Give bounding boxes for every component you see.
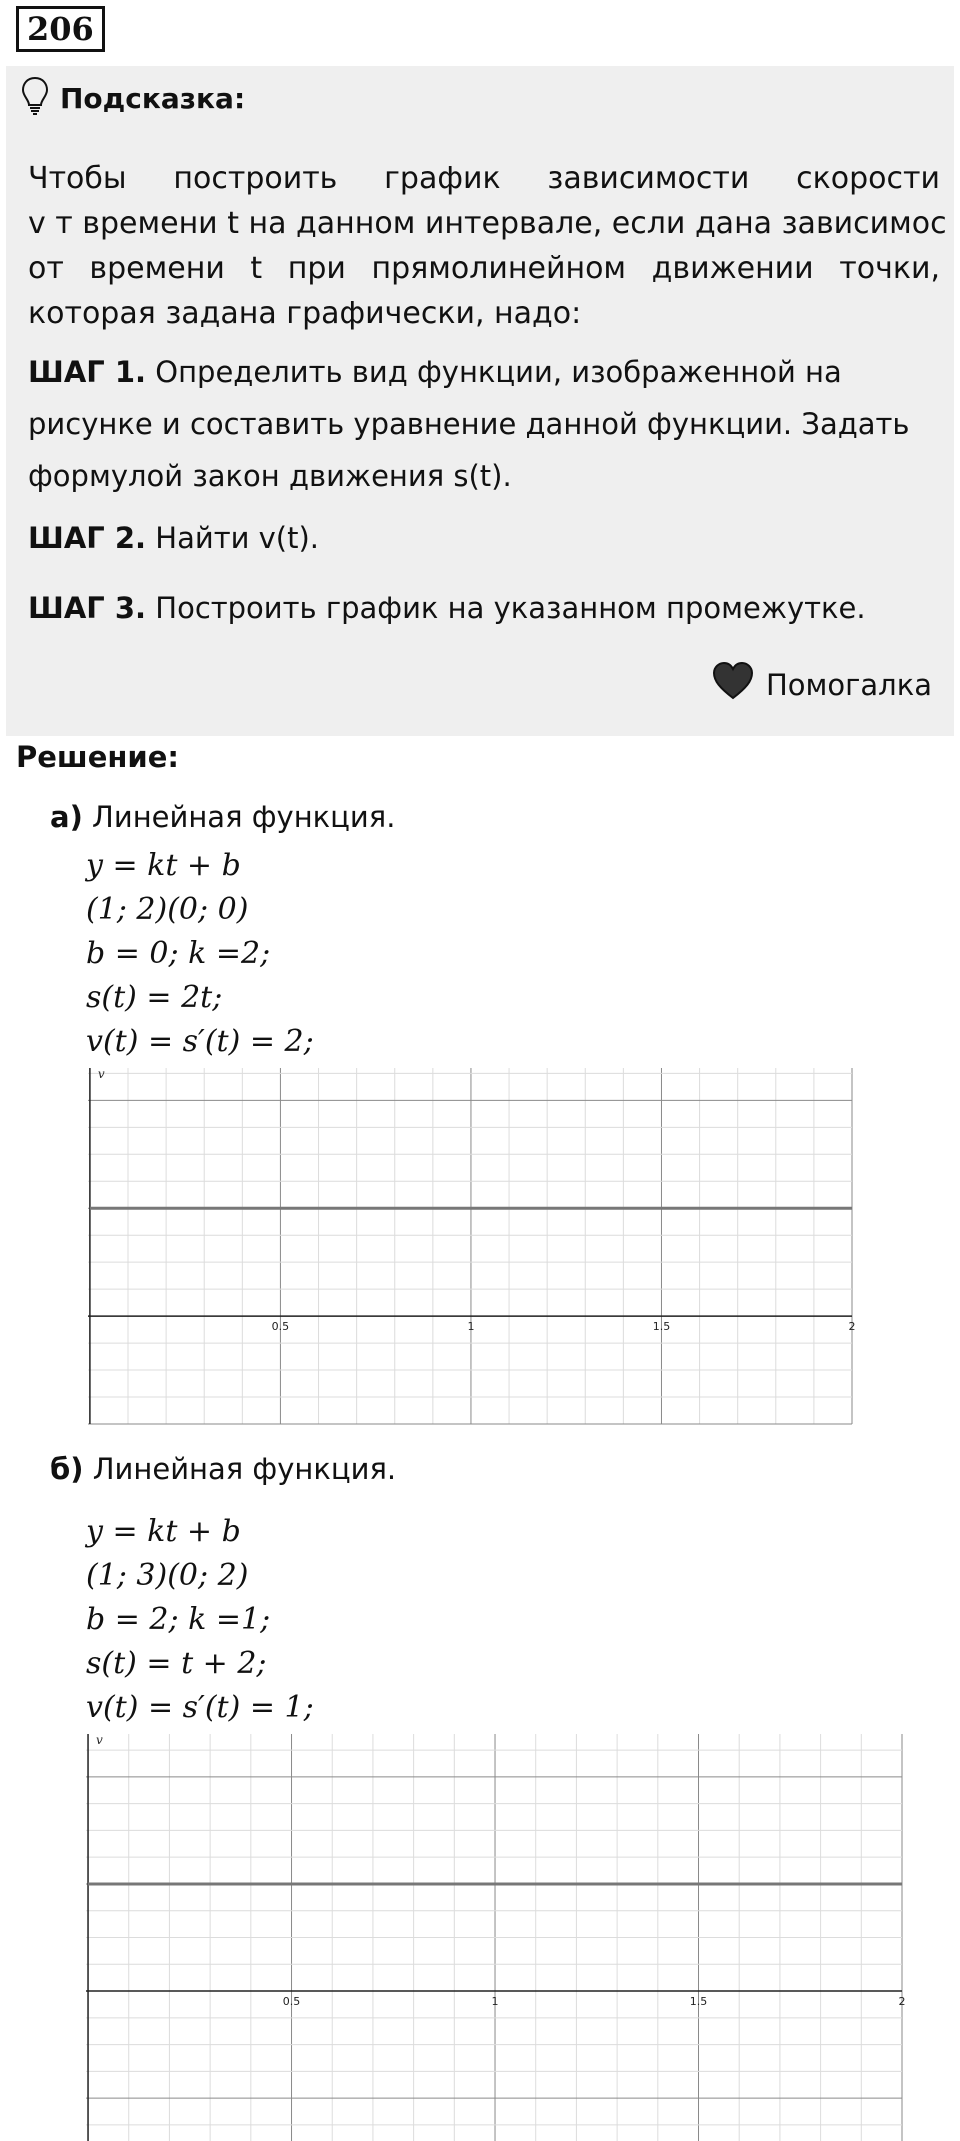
- hint-step-2: [28, 512, 940, 564]
- hint-step-1: [28, 346, 940, 502]
- formula-line: v(t) = s′(t) = 1;: [86, 1690, 314, 1725]
- graph-b: [86, 1733, 906, 2141]
- part-letter: а): [50, 800, 83, 834]
- part-a-label: [50, 800, 395, 834]
- x-tick-label: 1.5: [689, 1995, 708, 2009]
- hint-header: [20, 78, 245, 118]
- part-b-formulas: [86, 1510, 314, 1730]
- part-b-label: [50, 1452, 396, 1486]
- hint-intro-line: Чтобы построить график зависимости скорости: [28, 161, 940, 196]
- formula-line: y = kt + b: [86, 1514, 241, 1549]
- hint-title: Подсказка:: [60, 81, 246, 115]
- formula-line: s(t) = 2t;: [86, 980, 223, 1015]
- step-text: Определить вид функции, изображенной на: [146, 355, 842, 389]
- part-a-formulas: [86, 844, 314, 1064]
- part-description: Линейная функция.: [82, 800, 396, 834]
- formula-line: s(t) = t + 2;: [86, 1646, 267, 1681]
- graph-a: [88, 1067, 856, 1424]
- x-tick-label: 1: [467, 1320, 475, 1334]
- formula-line: b = 0; k =2;: [86, 936, 271, 971]
- x-tick-label: 0.5: [271, 1320, 290, 1334]
- graph-a-svg: [88, 1067, 856, 1424]
- formula-line: v(t) = s′(t) = 2;: [86, 1024, 314, 1059]
- part-description: Линейная функция.: [83, 1452, 397, 1486]
- step-text: формулой закон движения s(t).: [28, 459, 512, 493]
- heart-icon: [712, 662, 766, 707]
- lightbulb-icon: [20, 76, 50, 120]
- brand-link[interactable]: [712, 662, 932, 707]
- step-label: ШАГ 1.: [28, 355, 147, 389]
- hint-box: [6, 66, 954, 736]
- x-tick-label: 2: [848, 1320, 856, 1334]
- hint-intro-line: v т времени t на данном интервале, если дана зависимос: [28, 206, 947, 241]
- x-tick-label: 1.5: [652, 1320, 671, 1334]
- step-label: ШАГ 2.: [28, 521, 147, 555]
- x-tick-label: 1: [491, 1995, 499, 2009]
- formula-line: (1; 3)(0; 2): [86, 1558, 249, 1593]
- hint-intro-line: которая задана графически, надо:: [28, 296, 582, 331]
- y-axis-label: v: [96, 1733, 103, 1747]
- step-text: Построить график на указанном промежутке.: [146, 591, 866, 625]
- step-label: ШАГ 3.: [28, 591, 147, 625]
- formula-line: (1; 2)(0; 0): [86, 892, 249, 927]
- graph-b-svg: [86, 1733, 906, 2141]
- part-letter: б): [50, 1452, 84, 1486]
- formula-line: y = kt + b: [86, 848, 241, 883]
- x-tick-label: 0.5: [282, 1995, 301, 2009]
- hint-intro-line: от времени t при прямолинейном движении точки,: [28, 251, 940, 286]
- step-text: рисунке и составить уравнение данной функции. Задать: [28, 407, 910, 441]
- solution-title: Решение:: [16, 740, 180, 774]
- y-axis-label: v: [97, 1067, 105, 1081]
- problem-number: 206: [16, 6, 105, 52]
- hint-step-3: [28, 582, 940, 634]
- hint-intro: [28, 156, 947, 336]
- brand-name: Помогалка: [766, 667, 932, 702]
- step-text: Найти v(t).: [146, 521, 320, 555]
- x-tick-label: 2: [898, 1995, 906, 2009]
- formula-line: b = 2; k =1;: [86, 1602, 271, 1637]
